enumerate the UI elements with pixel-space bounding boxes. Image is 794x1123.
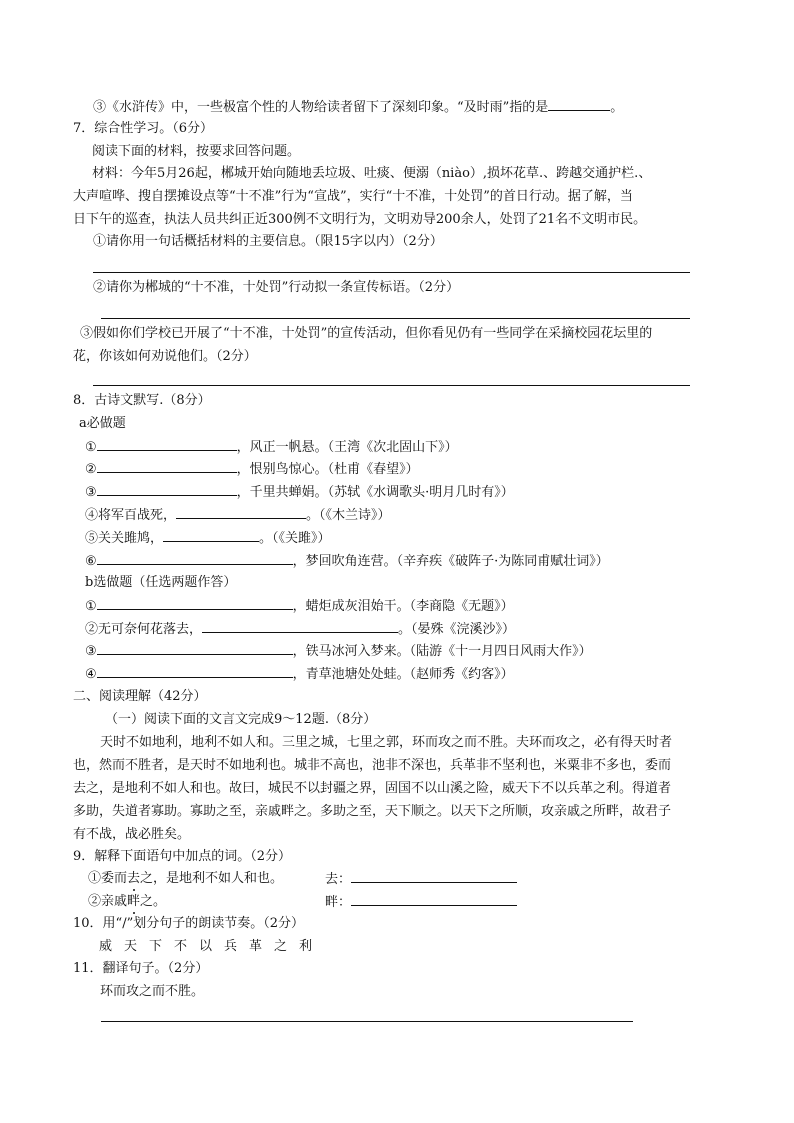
q11-title: 11．翻译句子。（2分） (73, 961, 209, 976)
item-number: ① (85, 440, 97, 455)
q8-b-label: b选做题（任选两题作答） (85, 575, 237, 590)
q7-sub-2: ②请你为郴城的“十不准，十处罚”行动拟一条宣传标语。（2分） (93, 280, 460, 295)
q8-a-item-6 (85, 552, 609, 571)
item-number: ⑥ (85, 554, 97, 569)
item-number: ④ (85, 667, 97, 682)
q6-3-line (93, 98, 623, 117)
passage-line: 去之，是地利不如人和也。故曰，城民不以封疆之界，固国不以山溪之险，威天下不以兵革之利。得道者 (73, 781, 672, 796)
dotted-word (127, 894, 140, 909)
q9-answer-1 (325, 870, 517, 889)
q11-sentence: 环而攻之而不胜。 (100, 984, 205, 999)
fill-blank[interactable] (97, 552, 293, 565)
char: 兵 (223, 939, 237, 954)
q8-a-item-5 (85, 529, 331, 548)
q7-sub-3-line-2: 花，你该如何劝说他们。（2分） (73, 349, 257, 364)
char: 天 (123, 939, 137, 954)
answer-blank[interactable] (351, 893, 517, 906)
fill-blank[interactable] (97, 665, 293, 678)
q8-b-item-3 (85, 642, 592, 661)
fill-blank[interactable] (97, 438, 237, 451)
fill-blank[interactable] (97, 483, 237, 496)
section-2-sub-title: （一）阅读下面的文言文完成9～12题.（8分） (105, 712, 377, 727)
fill-blank[interactable] (202, 620, 398, 633)
char: 之 (273, 939, 287, 954)
q7-title: 7．综合性学习。（6分） (73, 121, 214, 136)
item-text: ，千里共蝉娟。（苏轼《水调歌头·明月几时有》） (236, 485, 514, 500)
char: 利 (298, 939, 312, 954)
sentence-text: ①委而 (88, 871, 128, 886)
passage-line: 多助，失道者寡助。寡助之至，亲戚畔之。多助之至，天下顺之。以天下之所顺，攻亲戚之所畔，故君子 (73, 804, 672, 819)
item-number: ③ (85, 485, 97, 500)
sentence-text: 之。 (140, 894, 167, 909)
passage-line: 有不战，战必胜矣。 (73, 827, 191, 842)
q9-title: 9．解释下面语句中加点的词。（2分） (73, 849, 292, 864)
char: 威 (98, 939, 112, 954)
item-text: 。（《木兰诗》） (306, 508, 391, 523)
q8-b-item-4 (85, 665, 514, 684)
emphasis-dot-icon (133, 889, 135, 891)
answer-label: 去： (325, 872, 352, 887)
answer-blank[interactable] (351, 870, 517, 883)
q6-3-text: ③《水浒传》中，一些极富个性的人物给读者留下了深刻印象。“及时雨”指的是 (93, 100, 549, 115)
passage-line: 也，然而不胜者，是天时不如地利也。城非不高也，池非不深也，兵革非不坚利也，米粟非不多也，委而 (73, 758, 672, 773)
emphasis-dot-icon (133, 912, 135, 914)
item-text: ，铁马冰河入梦来。（陆游《十一月四日风雨大作》） (292, 644, 592, 659)
passage-line: 天时不如地利，地利不如人和。三里之城，七里之郭，环而攻之而不胜。夫环而攻之，必有得天时者 (100, 735, 673, 750)
q6-3-suffix: 。 (610, 100, 624, 115)
char: 下 (148, 939, 162, 954)
item-text: ，蜡炬成灰泪始干。（李商隐《无题》） (292, 599, 514, 614)
q8-a-item-2 (85, 460, 419, 479)
item-number: ②无可奈何花落去， (85, 622, 203, 637)
fill-blank[interactable] (163, 529, 259, 542)
sentence-text: 之，是地利不如人和也。 (140, 871, 284, 886)
q9-sentence-1 (88, 870, 283, 888)
char: 不 (173, 939, 187, 954)
q7-material-line-2: 大声喧哗、搜自摆摊设点等“十不准”行为“宣战”，实行“十不准，十处罚”的首日行动。据了解，当 (73, 189, 633, 204)
q7-material-line-1: 材料：今年5月26起，郴城开始向随地丢垃圾、吐痰、便溺（niào）,损坏花草.、跨越交通护栏.、 (92, 166, 652, 181)
item-text: ，梦回吹角连营。（辛弃疾《破阵子·为陈同甫赋壮词》） (292, 554, 609, 569)
section-2-title: 二、阅读理解（42分） (73, 689, 207, 704)
item-number: ② (85, 462, 97, 477)
q7-instruction: 阅读下面的材料，按要求回答问题。 (92, 144, 301, 159)
q9-sentence-2 (88, 893, 166, 911)
q8-b-item-2 (85, 620, 515, 639)
q7-sub-2-answer-line[interactable] (101, 318, 690, 319)
q7-sub-3-line-1: ③假如你们学校已开展了“十不准，十处罚”的宣传活动，但你看见仍有一些同学在采摘校园花坛里的 (80, 326, 653, 341)
q6-3-blank[interactable] (548, 98, 610, 111)
q9-answer-2 (325, 893, 517, 912)
item-text: 。（《关雎》） (259, 531, 331, 546)
q7-material-line-3: 日下午的巡查，执法人员共纠正近300例不文明行为，文明劝导200余人，处罚了21名不文明市民。 (73, 212, 647, 227)
dotted-word (127, 871, 140, 886)
q7-sub-3-answer-line[interactable] (93, 385, 690, 386)
word: 去 (127, 871, 141, 886)
item-text: ，青草池塘处处蛙。（赵师秀《约客》） (292, 667, 514, 682)
q10-sentence[interactable] (93, 938, 318, 956)
char: 以 (198, 939, 212, 954)
q8-a-item-3 (85, 483, 514, 502)
q8-a-item-4 (85, 506, 391, 525)
q7-sub-1-answer-line[interactable] (93, 272, 690, 273)
item-text: 。（晏殊《浣溪沙》） (398, 622, 516, 637)
item-number: ③ (85, 644, 97, 659)
fill-blank[interactable] (97, 597, 293, 610)
fill-blank[interactable] (176, 506, 306, 519)
item-number: ⑤关关雎鸠， (85, 531, 164, 546)
item-number: ④将军百战死， (85, 508, 177, 523)
word: 畔 (127, 894, 141, 909)
q8-a-label: a必做题 (79, 416, 126, 431)
q10-title: 10．用“/”划分句子的朗读节奏。（2分） (73, 916, 304, 931)
q8-title: 8．古诗文默写.（8分） (73, 393, 211, 408)
answer-label: 畔： (325, 895, 352, 910)
char: 革 (248, 939, 262, 954)
item-text: ，恨别鸟惊心。（杜甫《春望》） (236, 462, 419, 477)
q8-a-item-1 (85, 438, 458, 457)
item-text: ，风正一帆悬。（王湾《次北固山下》） (236, 440, 458, 455)
q8-b-item-1 (85, 597, 514, 616)
fill-blank[interactable] (97, 460, 237, 473)
item-number: ① (85, 599, 97, 614)
q7-sub-1: ①请你用一句话概括材料的主要信息。（限15字以内）（2分） (93, 234, 443, 249)
fill-blank[interactable] (97, 642, 293, 655)
q11-answer-line[interactable] (101, 1021, 633, 1022)
sentence-text: ②亲戚 (88, 894, 128, 909)
